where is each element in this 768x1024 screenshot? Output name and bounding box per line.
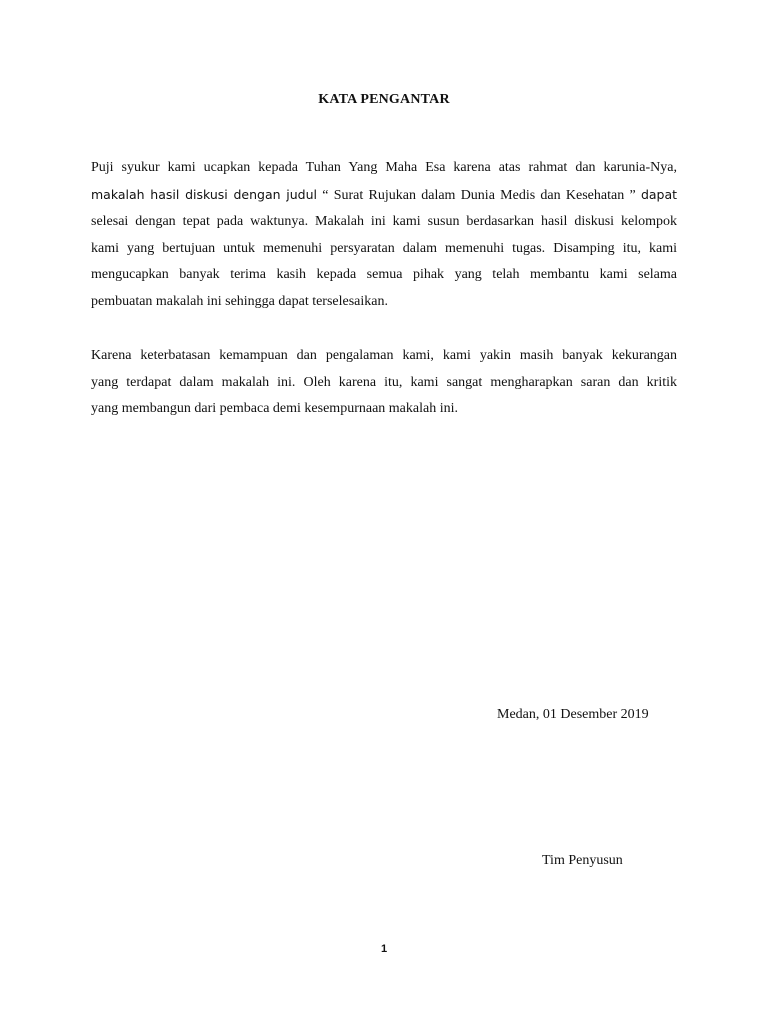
paragraph-line: Karena keterbatasan kemampuan dan pengalaman kami, kami yakin masih banyak kekurangan <box>91 348 677 363</box>
paragraph-intro <box>91 155 677 315</box>
paragraph-line: selesai dengan tepat pada waktunya. Makalah ini kami susun berdasarkan hasil diskusi kelompok <box>91 214 677 229</box>
paragraph-line: Puji syukur kami ucapkan kepada Tuhan Yang Maha Esa karena atas rahmat dan karunia-Nya, <box>91 160 677 175</box>
paragraph-closing <box>91 343 677 423</box>
paragraph-line: yang terdapat dalam makalah ini. Oleh karena itu, kami sangat mengharapkan saran dan kritik <box>91 374 677 390</box>
author-signature: Tim Penyusun <box>542 853 623 868</box>
paragraph-line: mengucapkan banyak terima kasih kepada semua pihak yang telah membantu kami selama <box>91 267 677 282</box>
place-date: Medan, 01 Desember 2019 <box>497 707 649 722</box>
report-title-quote: “ Surat Rujukan dalam Dunia Medis dan Kesehatan ” <box>322 187 636 203</box>
paragraph-line: yang membangun dari pembaca demi kesempurnaan makalah ini. <box>91 401 458 416</box>
page-number: 1 <box>380 943 388 955</box>
paragraph-line: kami yang bertujuan untuk memenuhi persyaratan dalam memenuhi tugas. Disamping itu, kami <box>91 240 677 256</box>
page-title: KATA PENGANTAR <box>318 92 450 107</box>
paragraph-text: makalah hasil diskusi dengan judul <box>91 186 317 202</box>
paragraph-line-with-title <box>91 182 677 210</box>
paragraph-line: pembuatan makalah ini sehingga dapat terselesaikan. <box>91 293 389 309</box>
paragraph-text: dapat <box>640 186 678 202</box>
